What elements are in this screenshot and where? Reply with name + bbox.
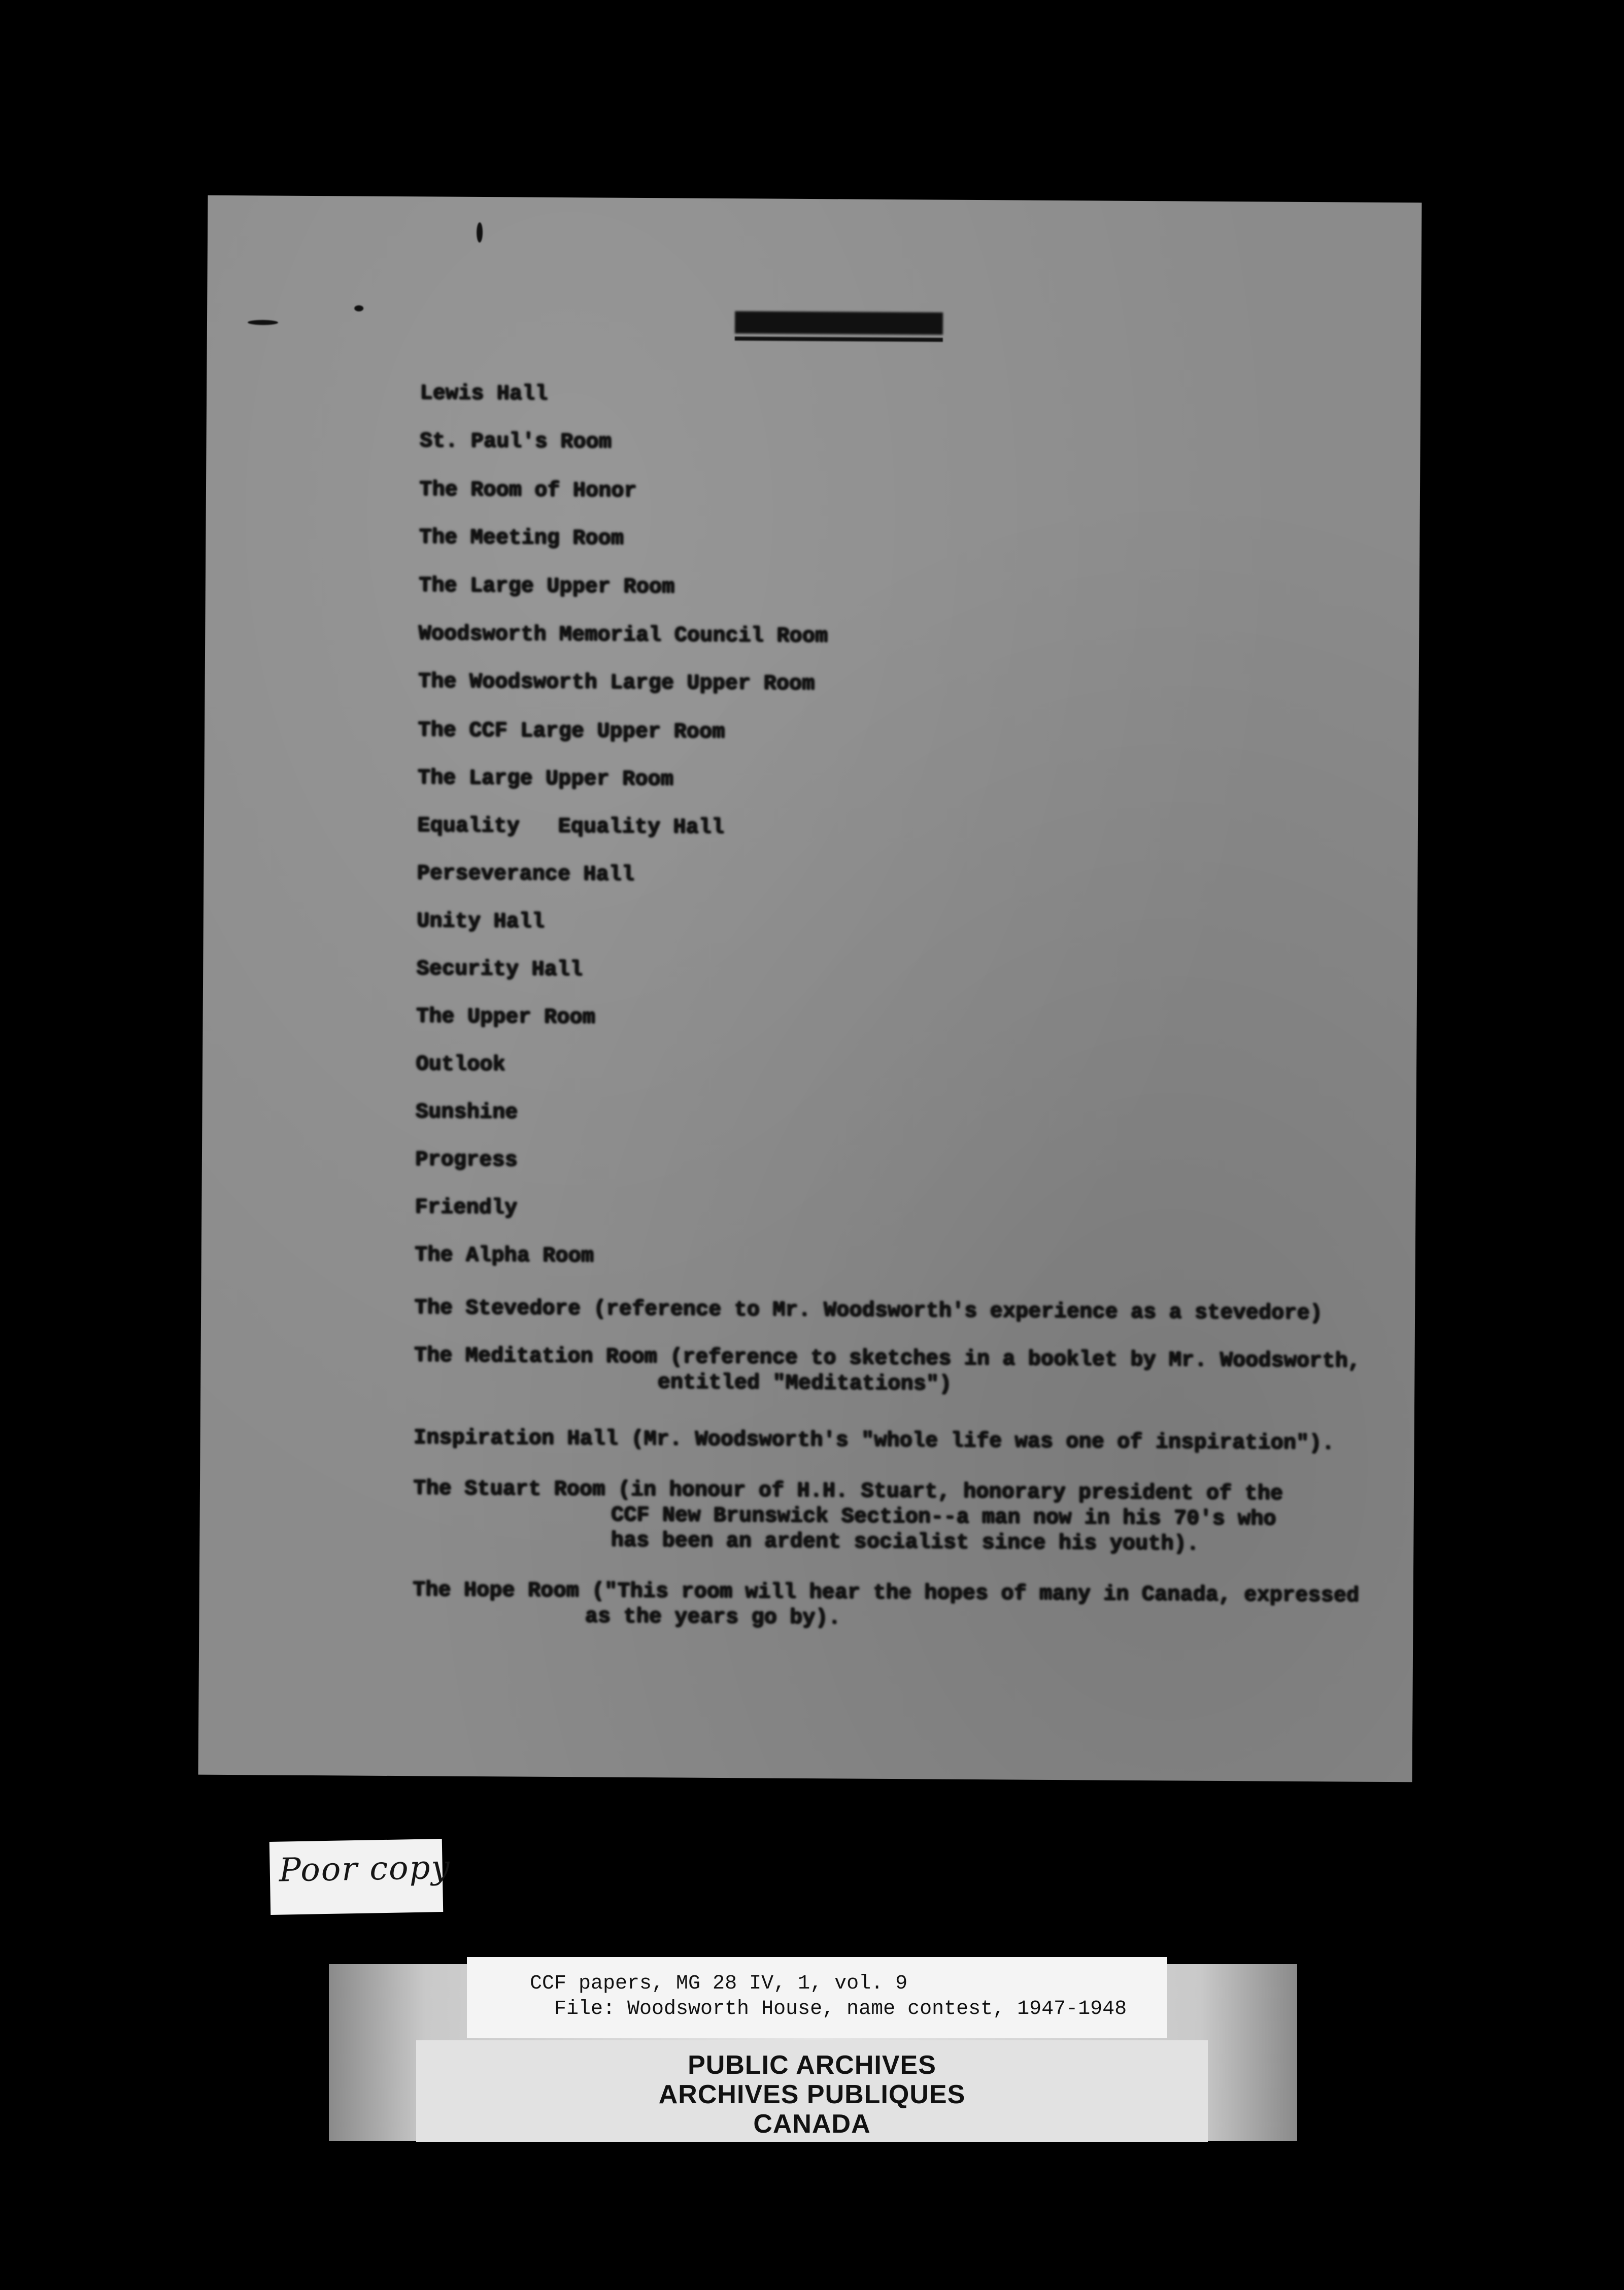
stuart-entry: The Stuart Room (in honour of H.H. Stuart, honorary president of the [413, 1476, 1283, 1506]
reference-line-1: CCF papers, MG 28 IV, 1, vol. 9 [530, 1972, 908, 1995]
stamp-line-3: CANADA [753, 2109, 871, 2139]
meditation-entry: The Meditation Room (reference to sketches in a booklet by Mr. Woodsworth, [414, 1343, 1361, 1373]
stamp-line-1: PUBLIC ARCHIVES [688, 2050, 936, 2080]
archive-reference-card [467, 1957, 1167, 2038]
entry-line: The Large Upper Room [417, 765, 673, 792]
archive-stamp [416, 2040, 1208, 2142]
stamp-line-2: ARCHIVES PUBLIQUES [658, 2080, 966, 2109]
entry-line: The Stevedore (reference to Mr. Woodsworth's experience as a stevedore) [414, 1295, 1323, 1326]
handwritten-note [269, 1839, 451, 1915]
entry-line: Perseverance Hall [417, 861, 634, 887]
entry-line: Sunshine [415, 1099, 518, 1125]
entry-line: Friendly [415, 1195, 518, 1220]
hope-entry-cont: as the years go by). [585, 1604, 841, 1630]
sheet-title-illegible [735, 311, 943, 335]
sheet-title-underline [735, 336, 943, 342]
entry-line: The Large Upper Room [418, 573, 675, 599]
entry-line: Lewis Hall [420, 381, 548, 406]
entry-line: The Alpha Room [414, 1242, 594, 1268]
entry-line: Woodsworth Memorial Council Room [418, 621, 828, 649]
entry-line: Equality Equality Hall [417, 813, 724, 839]
entry-line: The Room of Honor [419, 477, 637, 503]
meditation-entry-cont: entitled "Meditations") [657, 1370, 952, 1396]
entry-line: The Upper Room [416, 1004, 595, 1030]
entry-line: Unity Hall [416, 908, 545, 934]
reference-line-2: File: Woodsworth House, name contest, 1947-1948 [554, 1998, 1127, 2020]
stuart-entry-cont: CCF New Brunswick Section--a man now in his 70's who [611, 1502, 1276, 1531]
stuart-entry-cont: has been an ardent socialist since his youth). [611, 1528, 1199, 1556]
film-speck [477, 222, 483, 243]
film-speck [354, 305, 363, 311]
entry-line: Outlook [415, 1052, 505, 1077]
entry-line: The Meeting Room [419, 525, 624, 551]
entry-line: St. Paul's Room [419, 428, 612, 454]
film-speck [248, 320, 278, 325]
hope-entry: The Hope Room ("This room will hear the hopes of many in Canada, expressed [412, 1577, 1359, 1608]
entry-line: The CCF Large Upper Room [417, 718, 725, 744]
entry-line: Security Hall [416, 956, 583, 982]
entry-line: The Woodsworth Large Upper Room [418, 669, 815, 696]
typed-sheet [198, 195, 1422, 1782]
inspiration-entry: Inspiration Hall (Mr. Woodsworth's "whole life was one of inspiration"). [413, 1425, 1335, 1456]
note-text: Poor copy [279, 1848, 451, 1890]
entry-line: Progress [415, 1147, 518, 1172]
